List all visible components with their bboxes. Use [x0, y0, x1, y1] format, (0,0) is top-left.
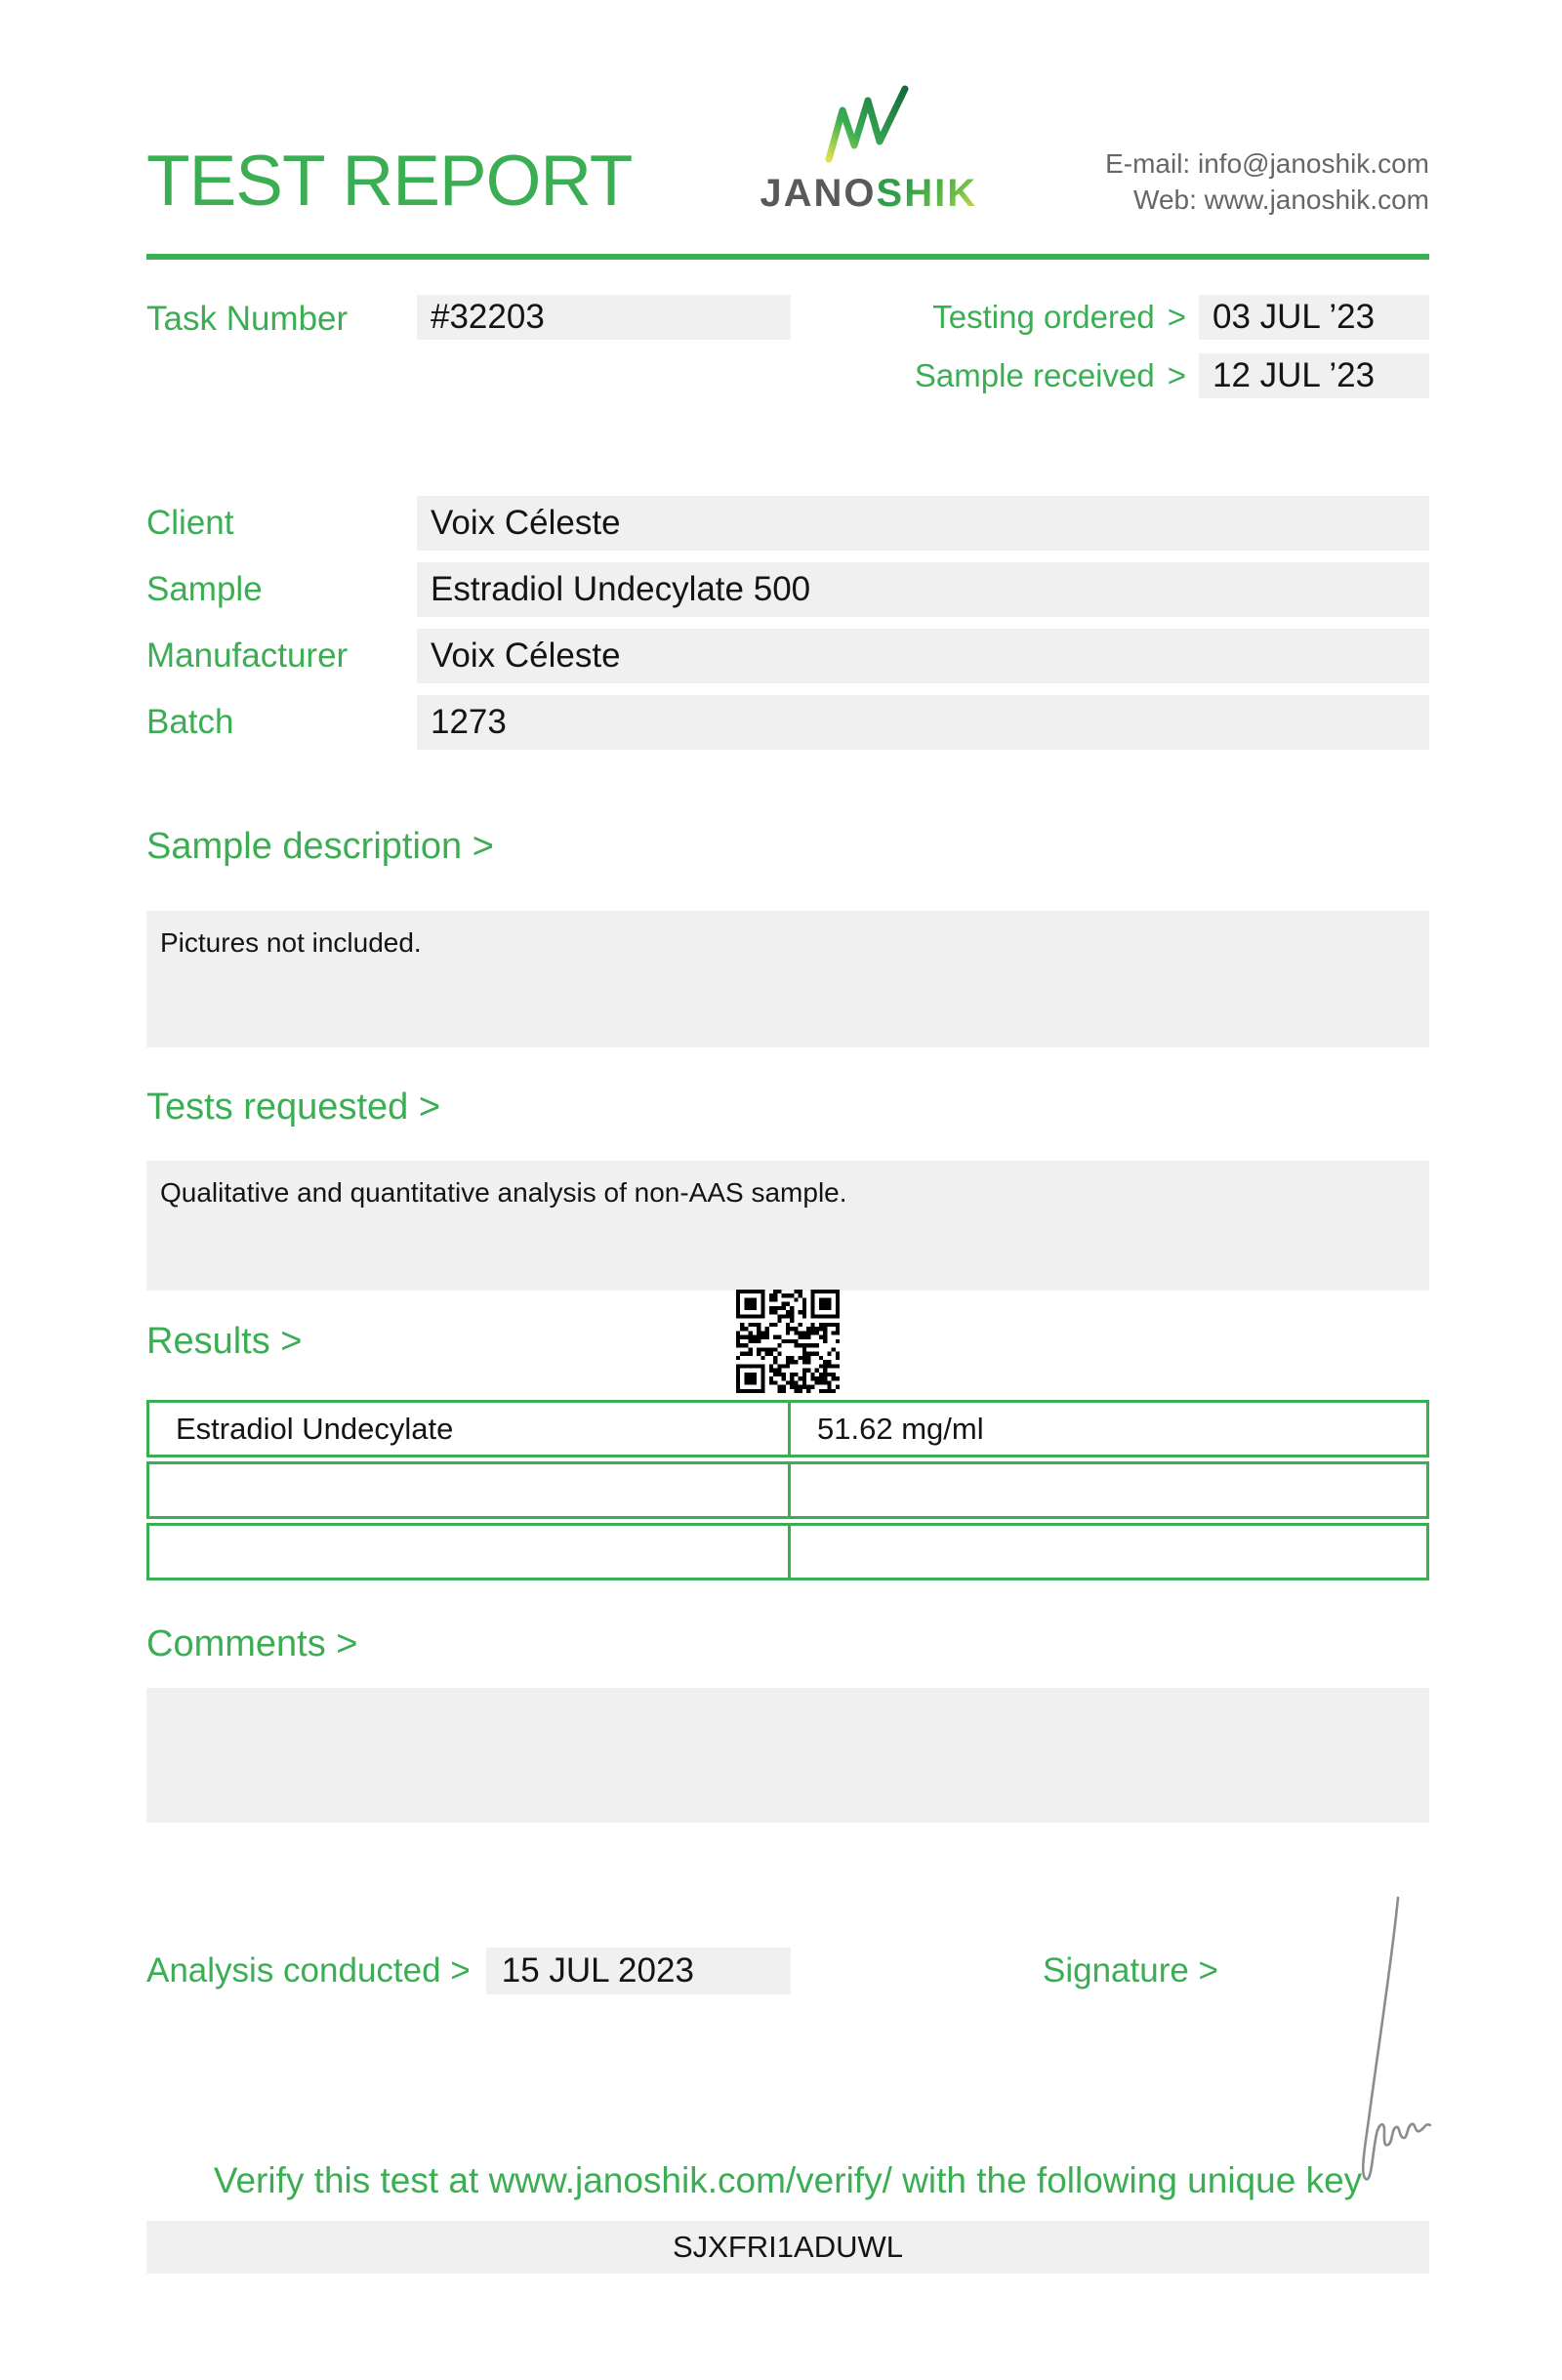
- janoshik-logo: [760, 83, 977, 213]
- header-divider: [146, 254, 1429, 260]
- task-section: [146, 295, 1429, 398]
- email-label: E-mail:: [1105, 148, 1191, 180]
- testing-ordered-value: 03 JUL ’23: [1199, 295, 1429, 340]
- analysis-conducted-value: 15 JUL 2023: [486, 1948, 791, 1994]
- table-row: [146, 1461, 1429, 1519]
- analyte-name-cell: Estradiol Undecylate: [176, 1411, 454, 1446]
- footer-row: [146, 1948, 1429, 1994]
- web-value: www.janoshik.com: [1204, 185, 1429, 216]
- growth-chart-icon: [822, 83, 915, 168]
- analyte-name-cell: [149, 1464, 788, 1516]
- results-heading: Results >: [146, 1321, 303, 1363]
- client-row: [146, 496, 1429, 551]
- results-table: [146, 1400, 1429, 1580]
- signature-label: Signature >: [1043, 1950, 1218, 1990]
- logo-wordmark: [760, 174, 977, 213]
- manufacturer-value: Voix Céleste: [417, 629, 1429, 683]
- sample-description-heading: Sample description >: [146, 826, 494, 867]
- batch-label: Batch: [146, 703, 234, 741]
- verify-instruction: Verify this test at www.janoshik.com/verify/ with the following unique key: [213, 2159, 1363, 2200]
- comments-heading: Comments >: [146, 1623, 358, 1665]
- verify-key: SJXFRI1ADUWL: [146, 2221, 1429, 2274]
- contact-block: [1105, 146, 1429, 219]
- logo-wordmark-green: SHIK: [876, 172, 978, 215]
- sample-label: Sample: [146, 570, 263, 608]
- manufacturer-label: Manufacturer: [146, 636, 349, 675]
- sample-received-label: Sample received: [914, 357, 1155, 393]
- sample-received-value: 12 JUL ’23: [1199, 353, 1429, 398]
- web-label: Web:: [1133, 185, 1197, 216]
- batch-value: 1273: [417, 695, 1429, 750]
- sample-received-row: [915, 353, 1429, 398]
- batch-row: [146, 695, 1429, 750]
- task-number-value: #32203: [417, 295, 791, 340]
- client-label: Client: [146, 504, 234, 542]
- analyte-name-cell: [149, 1526, 788, 1578]
- logo-wordmark-gray: JANO: [760, 172, 877, 215]
- contact-email-line: [1105, 146, 1429, 183]
- sample-row: [146, 562, 1429, 617]
- task-number-label: Task Number: [146, 300, 349, 338]
- tests-requested-box: Qualitative and quantitative analysis of non-AAS sample.: [146, 1161, 1429, 1291]
- testing-ordered-label: Testing ordered: [932, 299, 1155, 335]
- report-header: [146, 76, 1429, 219]
- sample-description-box: Pictures not included.: [146, 911, 1429, 1047]
- comments-box: [146, 1688, 1429, 1823]
- analyte-result-cell: [788, 1526, 1426, 1578]
- task-number-row: [146, 295, 791, 398]
- info-fields: [146, 496, 1429, 750]
- manufacturer-row: [146, 629, 1429, 683]
- sample-value: Estradiol Undecylate 500: [417, 562, 1429, 617]
- email-value: info@janoshik.com: [1198, 148, 1429, 180]
- analyte-result-cell: 51.62 mg/ml: [788, 1403, 1426, 1455]
- dates-block: [915, 295, 1429, 398]
- signature-scribble-icon: [1304, 1890, 1441, 2193]
- contact-web-line: [1105, 183, 1429, 219]
- testing-ordered-row: [915, 295, 1429, 340]
- table-row: [146, 1400, 1429, 1457]
- chevron-right-glyph: >: [1167, 299, 1186, 335]
- table-row: [146, 1523, 1429, 1580]
- client-value: Voix Céleste: [417, 496, 1429, 551]
- qr-code-icon: [736, 1290, 840, 1393]
- results-section: [146, 1321, 1429, 1580]
- analyte-result-cell: [788, 1464, 1426, 1516]
- tests-requested-heading: Tests requested >: [146, 1086, 441, 1128]
- page-title: TEST REPORT: [146, 142, 633, 221]
- analysis-conducted-label: Analysis conducted >: [146, 1950, 471, 1990]
- chevron-right-glyph: >: [1167, 357, 1186, 393]
